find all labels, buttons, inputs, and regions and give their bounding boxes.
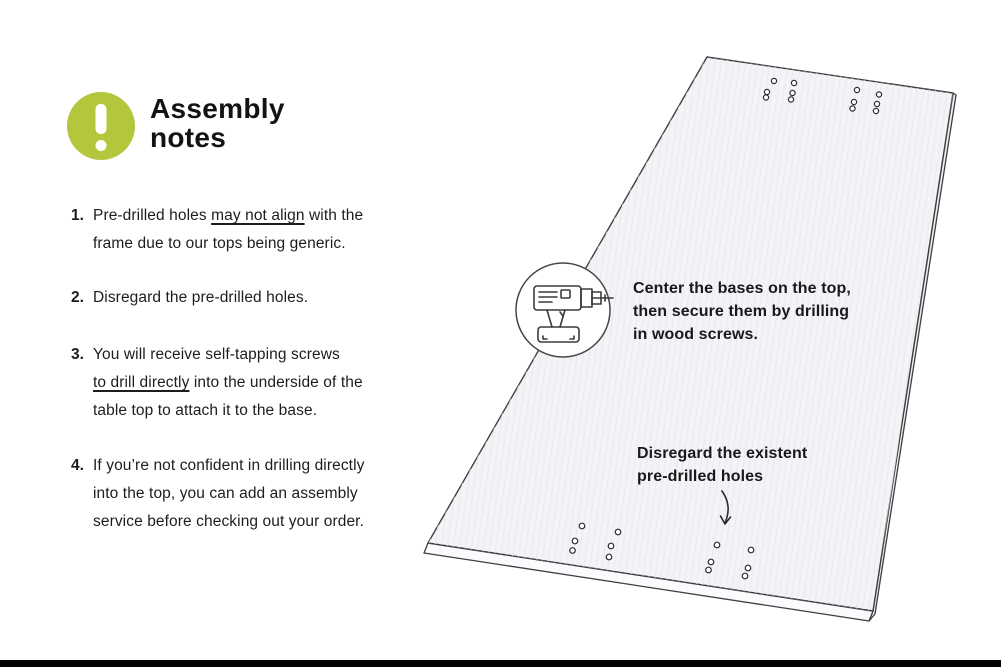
- note-line: into the top, you can add an assembly: [93, 485, 358, 502]
- drill-hole: [854, 87, 859, 92]
- drill-hole: [790, 90, 795, 95]
- drill-hole: [788, 97, 793, 102]
- note-line: frame due to our tops being generic.: [93, 235, 346, 252]
- drill-hole: [572, 538, 578, 544]
- drill-hole: [606, 554, 612, 560]
- drill-hole: [791, 80, 796, 85]
- drill-hole: [764, 89, 769, 94]
- note-underline: to drill directly: [93, 374, 190, 391]
- drill-hole: [876, 92, 881, 97]
- note-underline: may not align: [211, 207, 305, 224]
- drill-hole: [851, 99, 856, 104]
- drill-hole: [748, 547, 754, 553]
- drill-hole: [873, 108, 878, 113]
- drill-hole: [850, 106, 855, 111]
- title-line-2: notes: [150, 122, 227, 153]
- drill-hole: [771, 78, 776, 83]
- note-line: You will receive self-tapping screws: [93, 346, 340, 363]
- note-line: Disregard the pre-drilled holes.: [93, 289, 309, 306]
- annotation-line: Disregard the existent: [637, 445, 808, 462]
- note-line: Pre-drilled holes may not align with the: [93, 207, 364, 224]
- note-number: 3.: [71, 346, 84, 363]
- note-number: 1.: [71, 207, 84, 224]
- annotation-line: in wood screws.: [633, 326, 759, 343]
- drill-hole: [570, 548, 576, 554]
- drill-hole: [874, 101, 879, 106]
- note-line: table top to attach it to the base.: [93, 402, 318, 419]
- drill-annotation: [633, 277, 851, 346]
- note-number: 4.: [71, 457, 84, 474]
- annotation-line: Center the bases on the top,: [633, 280, 851, 297]
- holes-annotation: [637, 442, 807, 488]
- drill-hole: [742, 573, 748, 579]
- drill-hole: [579, 523, 585, 529]
- note-line: to drill directly into the underside of the: [93, 374, 363, 391]
- drill-hole: [608, 543, 614, 549]
- note-line: If you’re not confident in drilling directly: [93, 457, 365, 474]
- drill-hole: [745, 565, 751, 571]
- title-line-1: Assembly: [150, 93, 285, 124]
- note-number: 2.: [71, 289, 84, 306]
- drill-hole: [708, 559, 714, 565]
- drill-hole: [763, 95, 768, 100]
- annotation-line: pre-drilled holes: [637, 468, 764, 485]
- bottom-bar: [0, 660, 1001, 667]
- drill-hole: [706, 567, 712, 573]
- drill-hole: [714, 542, 720, 548]
- note-line: service before checking out your order.: [93, 513, 364, 530]
- drill-hole: [615, 529, 621, 535]
- annotation-line: then secure them by drilling: [633, 303, 850, 320]
